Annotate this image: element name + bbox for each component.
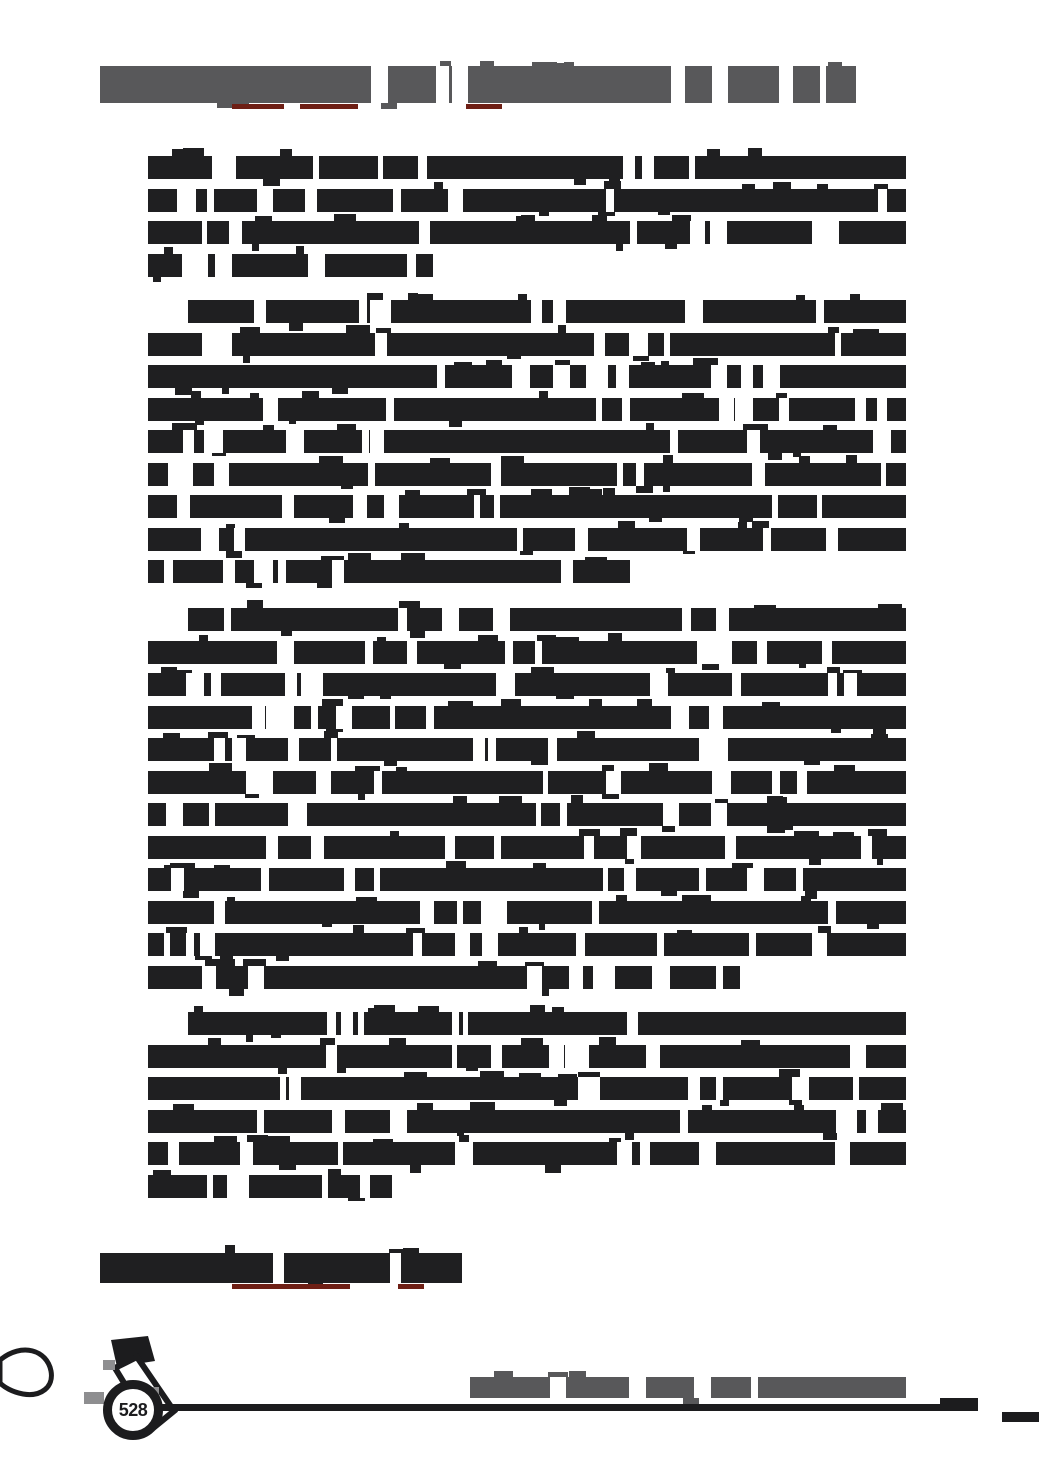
footer-rule: [158, 1404, 940, 1411]
page-number-badge: [103, 1380, 163, 1440]
footer-zigzag-steps: [940, 1398, 1039, 1422]
page-curl-icon: [0, 1350, 51, 1395]
page-number: 528: [118, 1399, 148, 1420]
